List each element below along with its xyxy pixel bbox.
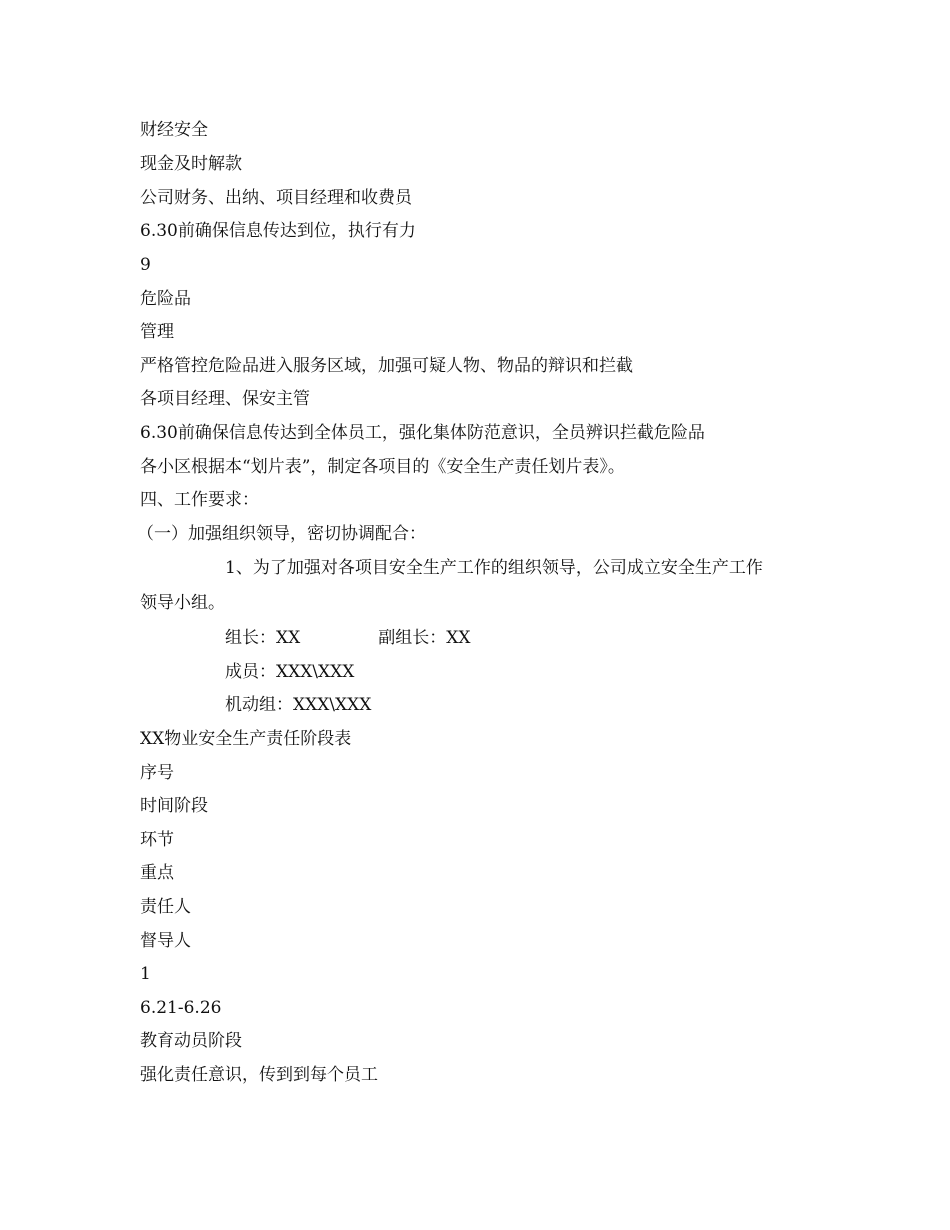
text-line: 财经安全 [140,120,208,140]
table-cell: 教育动员阶段 [140,1031,242,1051]
text-line: 公司财务、出纳、项目经理和收费员 [140,188,412,208]
table-header-cell: 督导人 [140,931,191,951]
text-line: 管理 [140,322,174,342]
text-line: 现金及时解款 [140,154,242,174]
text-line: 6.30前确保信息传达到位，执行有力 [140,221,416,241]
table-cell: 强化责任意识，传到到每个员工 [140,1065,378,1085]
table-cell: 1 [140,964,151,984]
table-header-cell: 责任人 [140,897,191,917]
subsection-heading: （一）加强组织领导，密切协调配合： [137,524,426,544]
team-mobile-group: 机动组：XXX\XXX [225,695,372,715]
text-line: 严格管控危险品进入服务区域，加强可疑人物、物品的辩识和拦截 [140,356,633,376]
text-line: 9 [140,255,151,275]
table-header-cell: 重点 [140,863,174,883]
team-members: 成员：XXX\XXX [225,662,355,682]
team-leader: 组长：XX [225,628,301,648]
section-heading: 四、工作要求： [140,490,259,510]
paragraph-line: 领导小组。 [140,593,225,613]
team-deputy: 副组长：XX [378,628,471,648]
table-cell: 6.21-6.26 [140,998,222,1018]
table-header-cell: 时间阶段 [140,796,208,816]
paragraph-line: 1、为了加强对各项目安全生产工作的组织领导，公司成立安全生产工作 [225,558,763,578]
table-header-cell: 环节 [140,830,174,850]
team-leaders-line [225,627,470,649]
text-line: 6.30前确保信息传达到全体员工，强化集体防范意识，全员辨识拦截危险品 [140,423,705,443]
text-line: 危险品 [140,289,191,309]
text-line: 各项目经理、保安主管 [140,389,310,409]
table-title: XX物业安全生产责任阶段表 [140,729,352,749]
text-line: 各小区根据本“划片表”，制定各项目的《安全生产责任划片表》。 [140,457,625,477]
table-header-cell: 序号 [140,763,174,783]
